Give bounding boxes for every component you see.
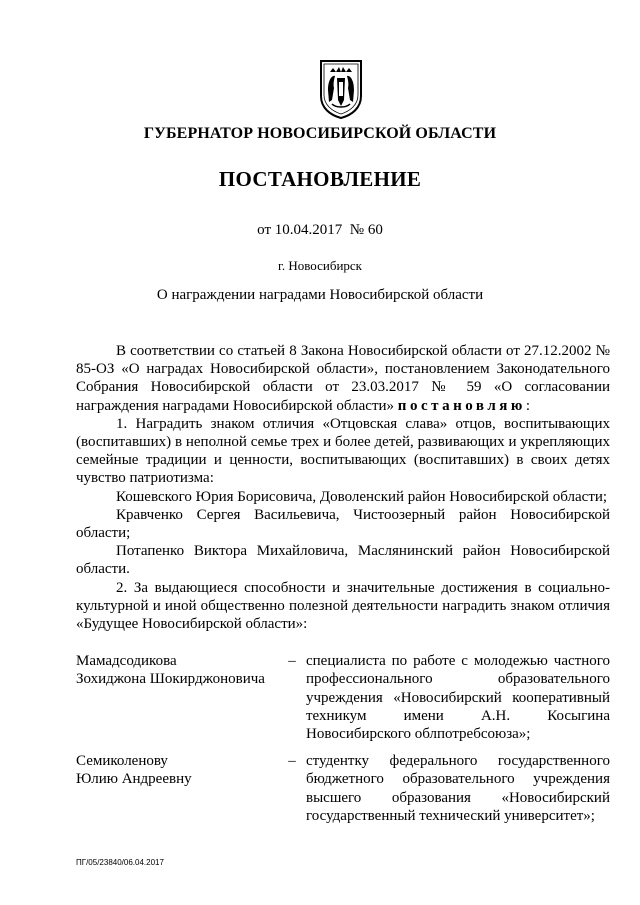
city: г. Новосибирск [277, 258, 362, 273]
date-and-number: от 10.04.2017 № 60 [257, 222, 383, 238]
preamble-text: В соответствии со статьей 8 Закона Новосибирской области от 27.12.2002 № 85-ОЗ «О наградах Новосибирской области», постановлением Законодательного Собрания Новосибирской области от 23.03.2017 № 59 «О согласовании награждения наградами Новосибирской области» [76, 343, 610, 414]
dash-separator: – [288, 653, 296, 670]
recipient-row [76, 652, 610, 743]
recipient-name [76, 652, 286, 743]
decree-word: постановляю [397, 397, 526, 414]
recipient-name-line: Юлию Андреевну [76, 771, 192, 788]
preamble [76, 342, 610, 415]
item-2: 2. За выдающиеся способности и значительные достижения в социально-культурной и иной общественно полезной деятельности наградить знаком отличия «Будущее Новосибирской области»: [76, 579, 610, 633]
document-body [76, 342, 610, 825]
item-1: 1. Наградить знаком отличия «Отцовская слава» отцов, воспитывающих (воспитавших) в неполной семье трех и более детей, развивающих и укрепляющих семейные традиции и ценности, воспитывающих (воспитавших) в своих детях чувство патриотизма: [76, 415, 610, 487]
dash-separator: – [288, 753, 296, 770]
recipient-name [76, 752, 286, 825]
decree-colon: : [525, 397, 530, 414]
recipient-item: Потапенко Виктора Михайловича, Маслянинский район Новосибирской области. [76, 543, 610, 578]
recipient-row [76, 752, 610, 825]
recipient-description: специалиста по работе с молодежью частного профессионального образовательного учреждения «Новосибирский кооперативный техникум имени А.Н. Косыгина Новосибирского облпотребсоюза»; [306, 653, 610, 743]
recipient-name-line: Мамадсодикова [76, 653, 177, 670]
authority-title: ГУБЕРНАТОР НОВОСИБИРСКОЙ ОБЛАСТИ [143, 125, 497, 142]
document-subject: О награждении наградами Новосибирской области [156, 287, 484, 303]
recipient-description: студентку федерального государственного бюджетного образовательного учреждения высшего образования «Новосибирский государственный технический университет»; [306, 753, 610, 824]
document-code: ПГ/05/23840/06.04.2017 [76, 858, 164, 867]
recipient-item: Кравченко Сергея Васильевича, Чистоозерный район Новосибирской области; [76, 506, 610, 542]
coat-of-arms-icon [318, 58, 364, 120]
recipient-item: Кошевского Юрия Борисовича, Доволенский район Новосибирской области; [116, 488, 608, 505]
recipient-name-line: Зохиджона Шокирджоновича [76, 671, 265, 688]
recipient-name-line: Семиколенову [76, 753, 168, 770]
document-type: ПОСТАНОВЛЕНИЕ [218, 167, 422, 191]
